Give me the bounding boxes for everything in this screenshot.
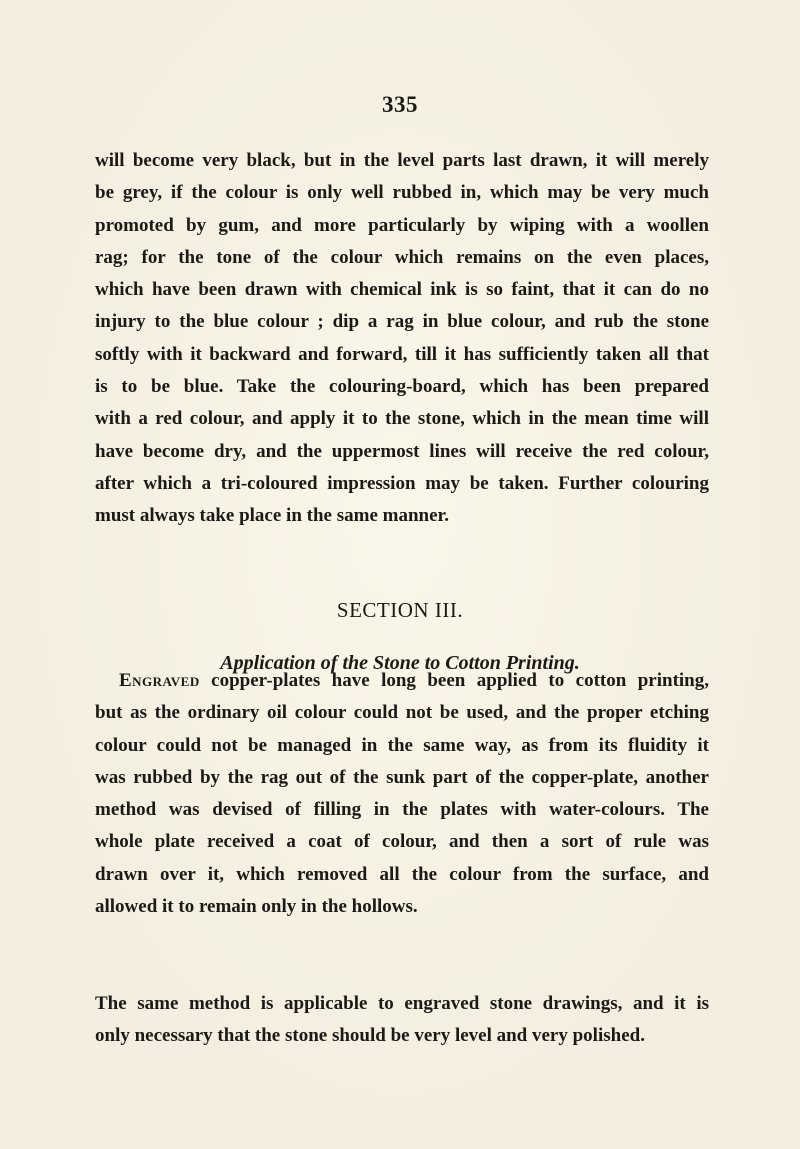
text-line: colour could not be managed in the same way, as from its fluidity it: [95, 734, 709, 756]
text-line: allowed it to remain only in the hollows.: [95, 896, 418, 918]
text-line: with a red colour, and apply it to the stone, which in the mean time will: [95, 408, 709, 430]
lead-word: Engraved: [119, 670, 200, 691]
text-line: The same method is applicable to engraved stone drawings, and it is: [95, 993, 709, 1014]
paragraph-continuation: [95, 145, 709, 533]
text-line: must always take place in the same manner.: [95, 505, 449, 527]
paragraph-engraved-stone: [95, 988, 709, 1053]
text-line: but as the ordinary oil colour could not be used, and the proper etching: [95, 702, 709, 724]
text-line: was rubbed by the rag out of the sunk part of the copper-plate, another: [95, 766, 709, 788]
text-line: after which a tri-coloured impression may be taken. Further colouring: [95, 472, 709, 494]
first-line-text: copper-plates have long been applied to cotton printing,: [199, 670, 709, 691]
text-line: which have been drawn with chemical ink is so faint, that it can do no: [95, 279, 709, 301]
text-line-first: [95, 665, 709, 697]
paragraph-cotton-printing: [95, 665, 709, 923]
text-line: drawn over it, which removed all the colour from the surface, and: [95, 863, 709, 885]
text-line: whole plate received a coat of colour, and then a sort of rule was: [95, 831, 709, 853]
text-line: only necessary that the stone should be very level and very polished.: [95, 1025, 645, 1047]
section-subtitle: Application of the Stone to Cotton Printing.: [220, 652, 580, 674]
text-line: method was devised of filling in the plates with water-colours. The: [95, 799, 709, 821]
text-line: have become dry, and the uppermost lines will receive the red colour,: [95, 440, 709, 462]
section-heading: SECTION III.: [336, 598, 464, 622]
page-number: 335: [382, 92, 418, 117]
text-line: injury to the blue colour ; dip a rag in blue colour, and rub the stone: [95, 311, 709, 333]
text-line: promoted by gum, and more particularly by wiping with a woollen: [95, 214, 709, 236]
text-line: will become very black, but in the level parts last drawn, it will merely: [95, 150, 709, 171]
text-line: softly with it backward and forward, till it has sufficiently taken all that: [95, 343, 709, 365]
text-line: be grey, if the colour is only well rubbed in, which may be very much: [95, 182, 709, 204]
text-line: is to be blue. Take the colouring-board, which has been prepared: [95, 376, 709, 398]
text-line: rag; for the tone of the colour which remains on the even places,: [95, 246, 709, 268]
